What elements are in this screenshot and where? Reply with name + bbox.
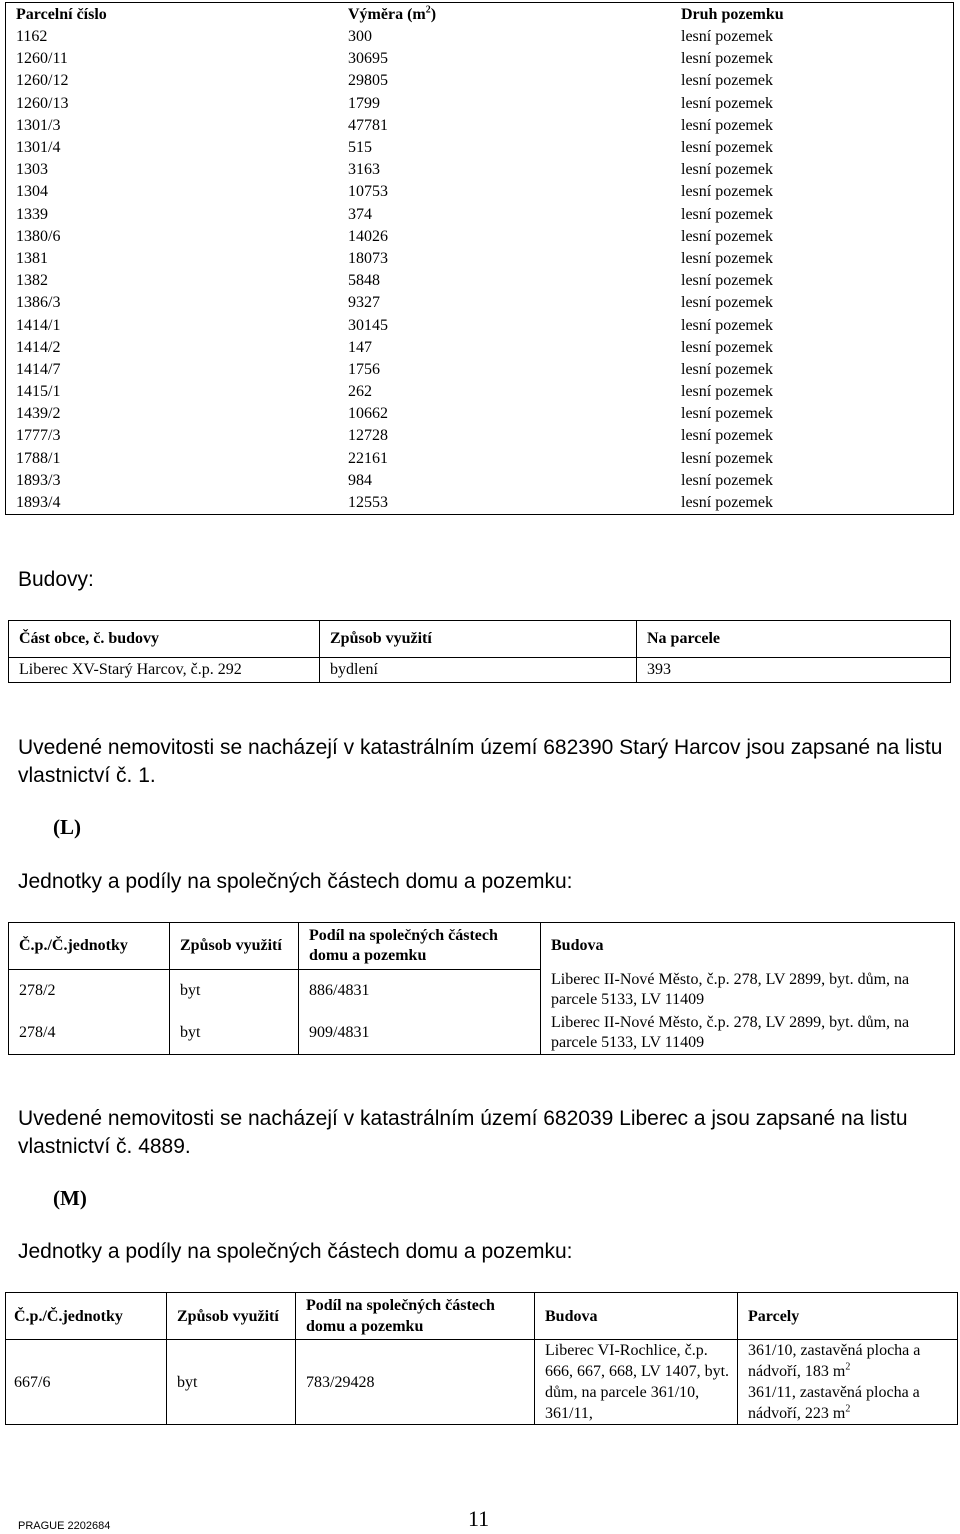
table-row (6, 1340, 958, 1425)
parcel-land-type: lesní pozemek (681, 205, 773, 223)
table-row (6, 314, 954, 336)
parcel-number: 1777/3 (16, 427, 61, 445)
parcel-area: 12553 (348, 494, 388, 512)
table-row (6, 359, 954, 381)
parcel-land-type: lesní pozemek (681, 161, 773, 179)
col-header-area: Výměra $(m^2)$ (348, 4, 437, 23)
table-row (6, 381, 954, 403)
col-header-usage: Způsob využití (167, 1293, 296, 1340)
parcel-number: 1893/4 (16, 494, 61, 512)
table-row (6, 93, 954, 115)
parcel-land-type: lesní pozemek (681, 28, 773, 46)
parcel-area: 515 (348, 139, 372, 157)
table-row (6, 159, 954, 181)
parcel-land-type: lesní pozemek (681, 383, 773, 401)
parcel-area: 30695 (348, 50, 388, 68)
units-table-m-header (6, 1293, 958, 1340)
unit-usage: byt (167, 1340, 296, 1425)
col-header-on-parcel: Na parcele (637, 621, 951, 658)
parcel-number: 1439/2 (16, 405, 61, 423)
parcel-area: 300 (348, 28, 372, 46)
table-row (9, 1011, 955, 1055)
parcel-number: 1414/2 (16, 338, 61, 356)
parcel-land-type: lesní pozemek (681, 360, 773, 378)
page-number: 11 (468, 1506, 490, 1531)
parcel-land-type: lesní pozemek (681, 494, 773, 512)
col-header-building: Budova (541, 923, 955, 970)
parcel-area: 14026 (348, 227, 388, 245)
parcel-area: 29805 (348, 72, 388, 90)
parcel-land-type: lesní pozemek (681, 316, 773, 334)
col-header-land-type: Druh pozemku (681, 5, 784, 23)
parcel-land-type: lesní pozemek (681, 139, 773, 157)
building-usage: bydlení (320, 658, 637, 683)
parcel-number: 1893/3 (16, 471, 61, 489)
table-row (6, 226, 954, 248)
table-row (6, 70, 954, 92)
buildings-table-header (9, 621, 951, 658)
buildings-table (8, 620, 951, 683)
unit-building: Liberec VI-Rochlice, č.p. 666, 667, 668, LV 1407, byt. dům, na parcele 361/10, 361/11, (535, 1340, 738, 1425)
parcel-number: 1303 (16, 161, 48, 179)
parcel-area: 147 (348, 338, 372, 356)
col-header-share: Podíl na společných částech domu a pozemku (299, 923, 541, 970)
col-header-usage: Způsob využití (320, 621, 637, 658)
parcel-land-type: lesní pozemek (681, 72, 773, 90)
parcel-number: 1414/7 (16, 360, 61, 378)
parcel-land-type: lesní pozemek (681, 427, 773, 445)
col-header-municipality-part: Část obce, č. budovy (9, 621, 320, 658)
parcel-number: 1301/4 (16, 139, 61, 157)
parcel-area: 1756 (348, 360, 380, 378)
parcel-area: 10753 (348, 183, 388, 201)
table-row (6, 425, 954, 447)
table-row (6, 492, 954, 515)
table-row (6, 448, 954, 470)
units-table-l-header (9, 923, 955, 970)
section-label-m: (M) (53, 1186, 87, 1210)
units-heading-l: Jednotky a podíly na společných částech domu a pozemku: (18, 870, 573, 893)
unit-share: 783/29428 (296, 1340, 535, 1425)
col-header-building: Budova (535, 1293, 738, 1340)
buildings-heading: Budovy: (18, 568, 94, 591)
parcel-area: 10662 (348, 405, 388, 423)
table-row (6, 403, 954, 425)
col-header-parcels: Parcely (738, 1293, 958, 1340)
parcel-number: 1301/3 (16, 116, 61, 134)
parcel-land-type: lesní pozemek (681, 227, 773, 245)
col-header-unit-number: Č.p./Č.jednotky (9, 923, 170, 970)
parcel-table (5, 2, 954, 515)
parcel-number: 1260/13 (16, 94, 69, 112)
table-row (6, 204, 954, 226)
table-row (9, 658, 951, 683)
parcel-number: 1260/11 (16, 50, 68, 68)
parcel-number: 1260/12 (16, 72, 69, 90)
unit-share: 909/4831 (299, 1011, 541, 1055)
statement-2: Uvedené nemovitosti se nacházejí v katastrálním území 682039 Liberec a jsou zapsané na listu vlastnictví č. 4889. (18, 1107, 908, 1158)
table-row (6, 26, 954, 48)
table-row (6, 248, 954, 270)
units-table-m (5, 1292, 958, 1425)
parcel-area: 22161 (348, 449, 388, 467)
parcel-land-type: lesní pozemek (681, 94, 773, 112)
unit-share: 886/4831 (299, 970, 541, 1012)
col-header-parcel-number: Parcelní číslo (16, 5, 107, 23)
parcel-number: 1414/1 (16, 316, 61, 334)
parcel-land-type: lesní pozemek (681, 338, 773, 356)
unit-number: 278/2 (9, 970, 170, 1012)
table-row (9, 970, 955, 1012)
parcel-area: 3163 (348, 161, 380, 179)
parcel-number: 1380/6 (16, 227, 61, 245)
unit-parcels (738, 1340, 958, 1425)
parcel-number: 1788/1 (16, 449, 61, 467)
parcel-area: 1799 (348, 94, 380, 112)
parcel-number: 1339 (16, 205, 48, 223)
parcel-land-type: lesní pozemek (681, 294, 773, 312)
unit-number: 278/4 (9, 1011, 170, 1055)
parcel-area: 30145 (348, 316, 388, 334)
parcel-area: 12728 (348, 427, 388, 445)
parcel-area: 18073 (348, 249, 388, 267)
building-location: Liberec XV-Starý Harcov, č.p. 292 (9, 658, 320, 683)
parcel-land-type: lesní pozemek (681, 471, 773, 489)
col-header-usage: Způsob využití (170, 923, 299, 970)
unit-building: Liberec II-Nové Město, č.p. 278, LV 2899, byt. dům, na parcele 5133, LV 11409 (541, 1011, 955, 1055)
table-row (6, 292, 954, 314)
parcel-number: 1415/1 (16, 383, 61, 401)
unit-building: Liberec II-Nové Město, č.p. 278, LV 2899, byt. dům, na parcele 5133, LV 11409 (541, 970, 955, 1012)
parcel-area: 984 (348, 471, 372, 489)
parcel-number: 1381 (16, 249, 48, 267)
units-heading-m: Jednotky a podíly na společných částech domu a pozemku: (18, 1240, 573, 1263)
parcel-area: 262 (348, 383, 372, 401)
parcel-entry: 361/11, zastavěná plocha a nádvoří, 223 $m^2$ (748, 1384, 920, 1422)
unit-usage: byt (170, 1011, 299, 1055)
parcel-table-header (6, 3, 954, 27)
table-row (6, 48, 954, 70)
parcel-land-type: lesní pozemek (681, 405, 773, 423)
col-header-share: Podíl na společných částech domu a pozemku (296, 1293, 535, 1340)
table-row (6, 115, 954, 137)
parcel-area: 374 (348, 205, 372, 223)
table-row (6, 470, 954, 492)
table-row (6, 137, 954, 159)
parcel-land-type: lesní pozemek (681, 449, 773, 467)
unit-usage: byt (170, 970, 299, 1012)
parcel-number: 1382 (16, 272, 48, 290)
parcel-table-body (6, 26, 954, 515)
parcel-entry: 361/10, zastavěná plocha a nádvoří, 183 $m^2$ (748, 1342, 921, 1380)
parcel-land-type: lesní pozemek (681, 249, 773, 267)
units-table-l (8, 922, 955, 1055)
parcel-number: 1162 (16, 28, 48, 46)
parcel-area: 9327 (348, 294, 380, 312)
unit-number: 667/6 (6, 1340, 167, 1425)
statement-1: Uvedené nemovitosti se nacházejí v katastrálním území 682390 Starý Harcov jsou zapsané na listu vlastnictví č. 1. (18, 736, 943, 787)
col-header-unit-number: Č.p./Č.jednotky (6, 1293, 167, 1340)
parcel-land-type: lesní pozemek (681, 272, 773, 290)
footer-doc-id: PRAGUE 2202684 (18, 1520, 111, 1532)
parcel-land-type: lesní pozemek (681, 116, 773, 134)
table-row (6, 270, 954, 292)
parcel-land-type: lesní pozemek (681, 183, 773, 201)
building-parcel: 393 (637, 658, 951, 683)
parcel-number: 1304 (16, 183, 48, 201)
parcel-area: 5848 (348, 272, 380, 290)
table-row (6, 181, 954, 203)
parcel-number: 1386/3 (16, 294, 61, 312)
parcel-area: 47781 (348, 116, 388, 134)
table-row (6, 337, 954, 359)
section-label-l: (L) (53, 815, 81, 839)
parcel-land-type: lesní pozemek (681, 50, 773, 68)
